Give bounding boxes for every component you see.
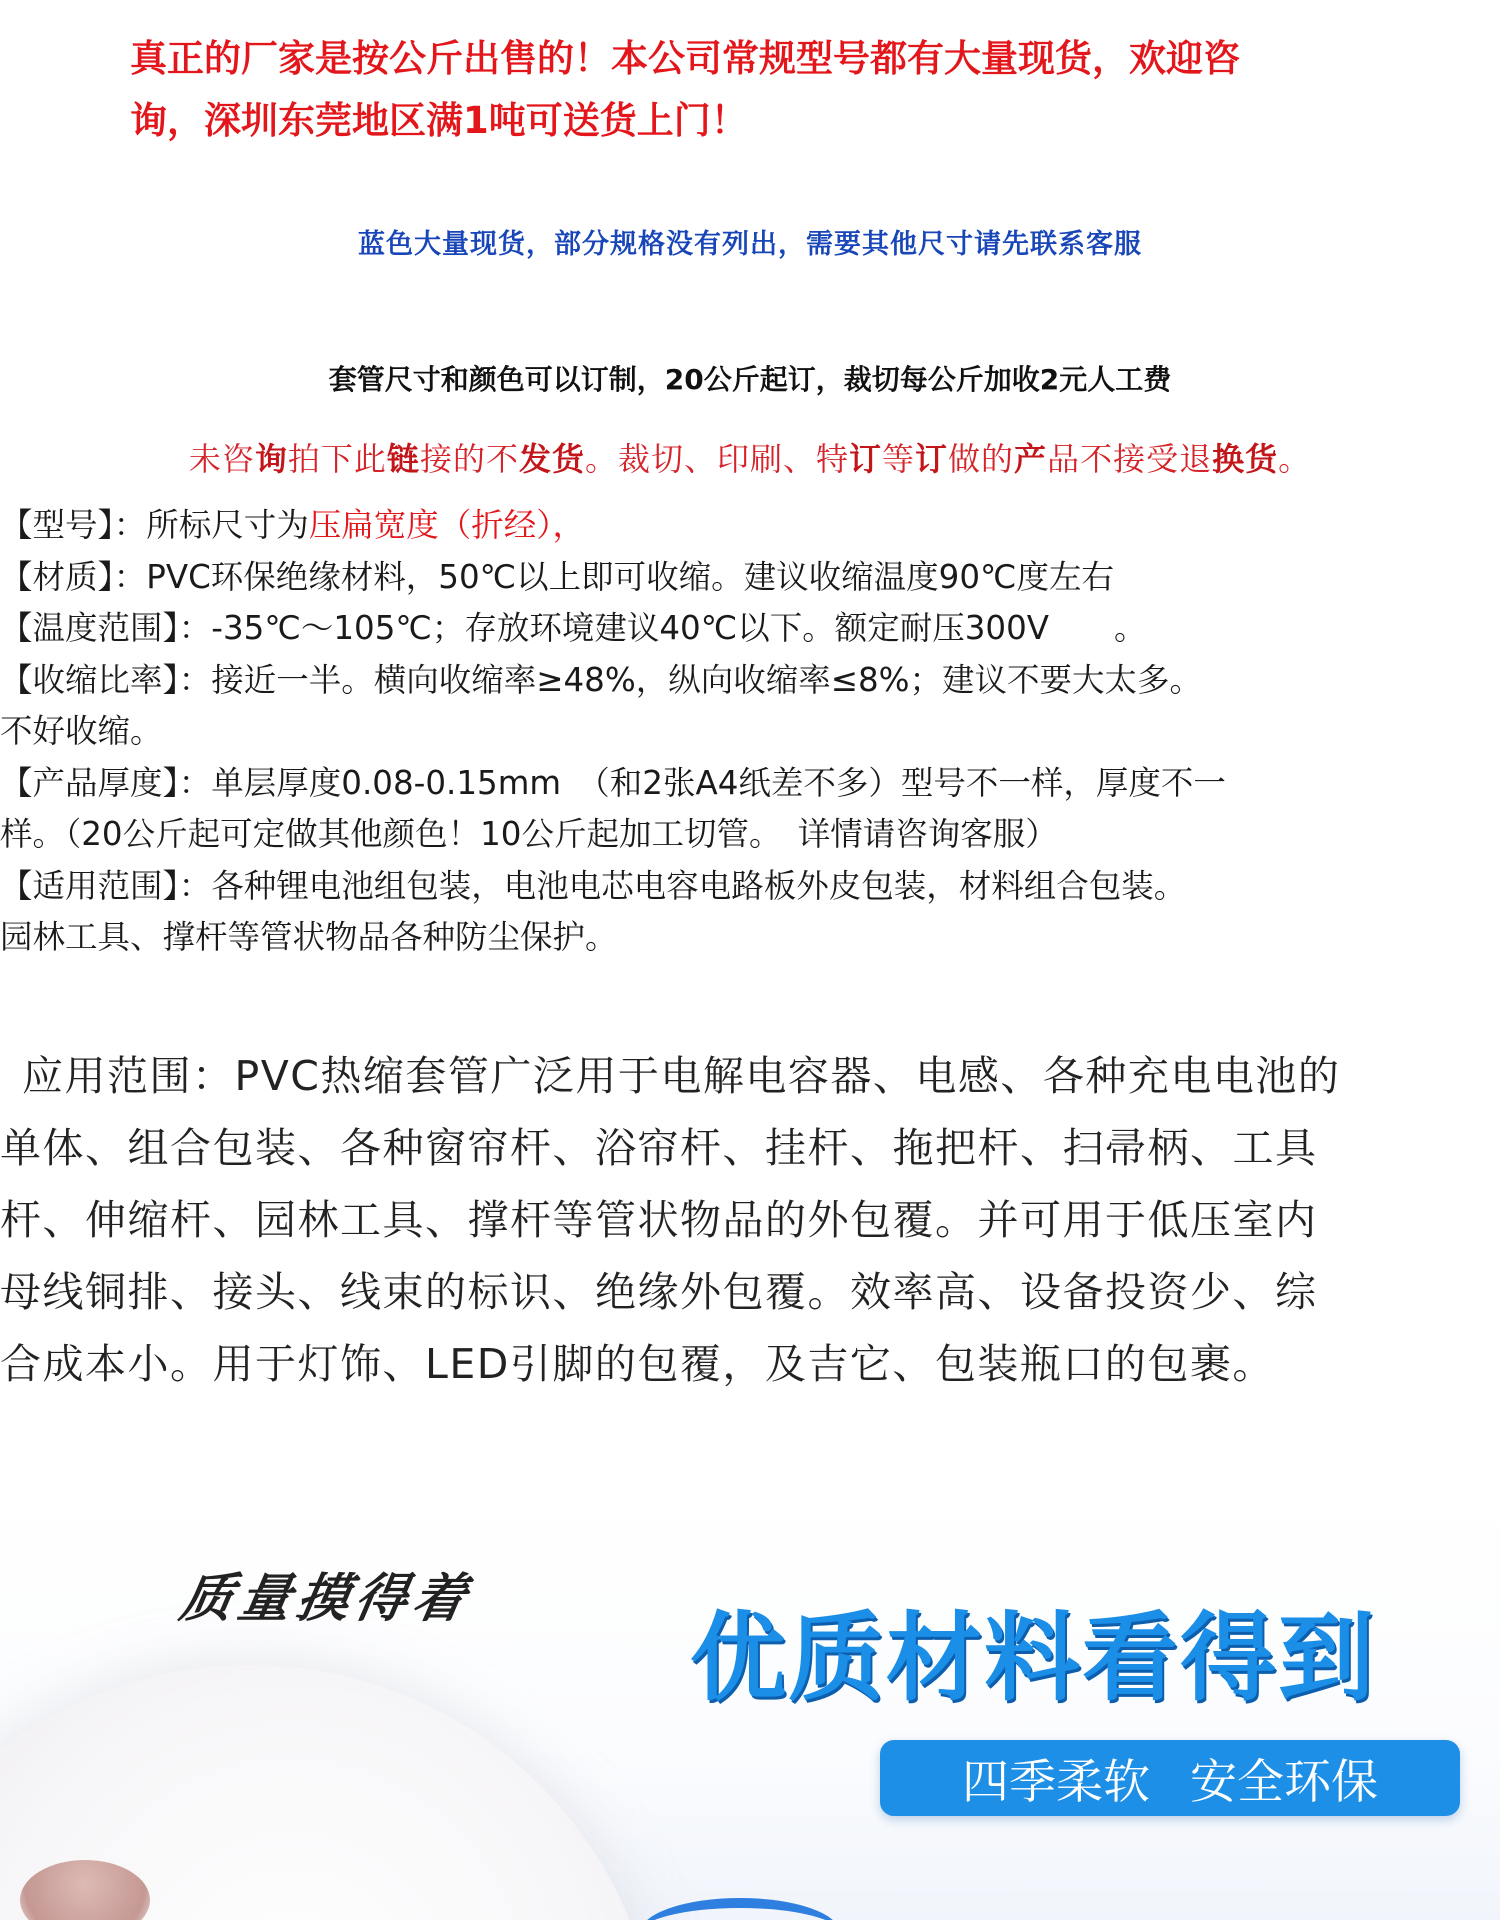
spec-thickness bbox=[0, 758, 1490, 810]
spec-value: -35℃～105℃；存放环境建议40℃以下。额定耐压300V 。 bbox=[211, 609, 1147, 647]
return-emphasis: 换货 bbox=[1212, 440, 1279, 478]
feature-soft: 四季柔软 bbox=[962, 1754, 1150, 1810]
spec-label: 【适用范围】： bbox=[0, 866, 212, 905]
return-text: 未咨 bbox=[188, 440, 255, 478]
spec-thickness-cont: 样。（20公斤起可定做其他颜色！10公斤起加工切管。 详情请咨询客服） bbox=[0, 815, 1058, 853]
spec-label: 【材质】： bbox=[0, 557, 147, 596]
return-text: 拍下此 bbox=[287, 440, 387, 478]
spec-label: 【型号】： bbox=[0, 506, 147, 544]
blue-ring-decoration bbox=[640, 1898, 840, 1920]
spec-shrink-ratio bbox=[0, 655, 1490, 707]
banner-title: 优质材料看得到 bbox=[690, 1602, 1376, 1714]
spec-material bbox=[0, 552, 1490, 604]
spec-label: 【温度范围】： bbox=[0, 609, 212, 647]
spec-temperature bbox=[0, 603, 1490, 655]
return-emphasis: 产 bbox=[1014, 440, 1048, 478]
spec-scope-cont: 园林工具、撑杆等管状物品各种防尘保护。 bbox=[0, 918, 618, 956]
spec-highlight: 压扁宽度（折经）， bbox=[308, 506, 586, 544]
feature-safe: 安全环保 bbox=[1190, 1754, 1378, 1810]
spec-shrink-ratio-cont: 不好收缩。 bbox=[0, 712, 163, 750]
application-line: 母线铜排、接头、线束的标识、绝缘外包覆。效率高、设备投资少、综 bbox=[0, 1268, 1318, 1316]
spec-value: PVC环保绝缘材料，50℃以上即可收缩。建议收缩温度90℃度左右 bbox=[146, 557, 1114, 596]
custom-order-notice: 套管尺寸和颜色可以订制，20公斤起订，裁切每公斤加收2元人工费 bbox=[328, 363, 1172, 396]
spec-label: 【产品厚度】： bbox=[0, 763, 212, 802]
application-line: 合成本小。用于灯饰、LED引脚的包覆，及吉它、包装瓶口的包裹。 bbox=[0, 1340, 1275, 1388]
spec-value: 所标尺寸为 bbox=[146, 506, 309, 544]
return-emphasis: 订 bbox=[915, 440, 949, 478]
return-emphasis: 订 bbox=[848, 440, 882, 478]
return-emphasis: 发货 bbox=[518, 440, 585, 478]
return-text: 。 bbox=[1278, 440, 1312, 478]
return-emphasis: 链 bbox=[386, 440, 420, 478]
application-line: 单体、组合包装、各种窗帘杆、浴帘杆、挂杆、拖把杆、扫帚柄、工具 bbox=[0, 1124, 1318, 1172]
spec-model bbox=[0, 500, 1490, 552]
application-paragraph bbox=[0, 1040, 1500, 1400]
application-line: 应用范围：PVC热缩套管广泛用于电解电容器、电感、各种充电电池的 bbox=[22, 1052, 1341, 1100]
spec-value: 单层厚度0.08-0.15mm （和2张A4纸差不多）型号不一样，厚度不一 bbox=[211, 763, 1226, 802]
return-text: 接的不 bbox=[419, 440, 519, 478]
quality-banner bbox=[0, 1490, 1500, 1920]
spec-value: 接近一半。横向收缩率≥48%，纵向收缩率≤8%；建议不要大太多。 bbox=[211, 660, 1203, 699]
spec-label: 【收缩比率】： bbox=[0, 660, 212, 699]
red-notice-line-2: 询，深圳东莞地区满1吨可送货上门！ bbox=[130, 99, 748, 142]
return-text: 。裁切、印刷、特 bbox=[584, 440, 849, 478]
red-notice bbox=[130, 28, 1370, 152]
return-emphasis: 询 bbox=[254, 440, 288, 478]
return-policy-notice bbox=[0, 434, 1500, 480]
spec-value: 各种锂电池组包装，电池电芯电容电路板外皮包装，材料组合包装。 bbox=[211, 866, 1187, 905]
return-text: 等 bbox=[882, 440, 916, 478]
return-text: 品不接受退 bbox=[1047, 440, 1213, 478]
feature-pill bbox=[880, 1740, 1460, 1816]
application-line: 杆、伸缩杆、园林工具、撑杆等管状物品的外包覆。并可用于低压室内 bbox=[0, 1196, 1318, 1244]
red-notice-line-1: 真正的厂家是按公斤出售的！本公司常规型号都有大量现货，欢迎咨 bbox=[130, 37, 1240, 80]
spec-scope bbox=[0, 861, 1490, 913]
return-text: 做的 bbox=[948, 440, 1015, 478]
blue-stock-notice: 蓝色大量现货，部分规格没有列出，需要其他尺寸请先联系客服 bbox=[358, 229, 1142, 260]
spec-list bbox=[0, 500, 1490, 964]
calligraphy-slogan: 质量摸得着 bbox=[175, 1568, 477, 1629]
